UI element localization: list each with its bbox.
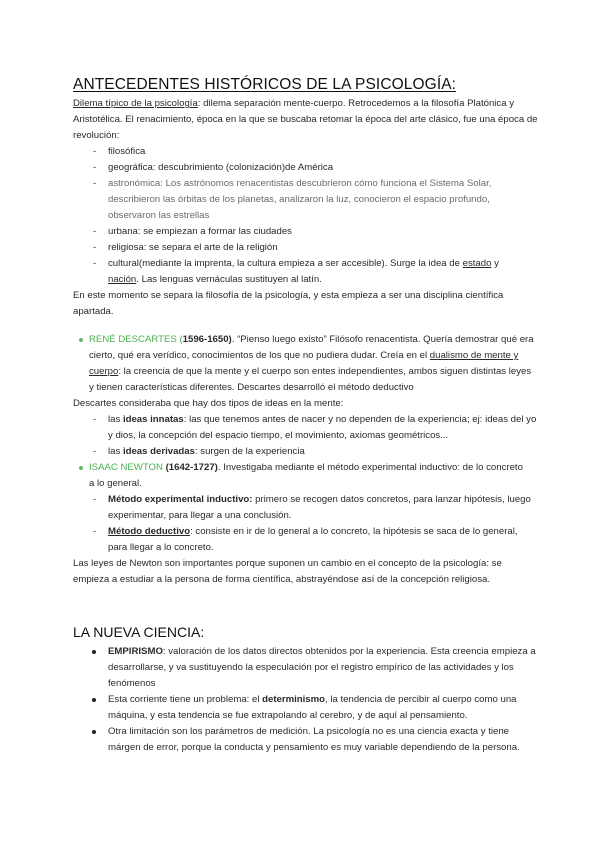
newton-name: ISAAC NEWTON xyxy=(89,462,166,473)
descartes-line-1 xyxy=(89,332,534,348)
list-dash: - xyxy=(93,446,97,457)
method-deductivo-label: Método deductivo xyxy=(108,526,191,537)
list-item: religiosa: se separa el arte de la religión xyxy=(108,242,278,253)
ideas-innatas-text: : las que tenemos antes de nacer y no dependen de la experiencia; ej: ideas del yo xyxy=(183,414,537,425)
laws-line-1: Las leyes de Newton son importantes porque suponen un cambio en el concepto de la psicología: se xyxy=(73,558,502,569)
empirismo-text: : valoración de los datos directos obtenidos por la experiencia. Esta creencia empieza a xyxy=(162,646,536,657)
newton-line-2: a lo general. xyxy=(89,478,142,489)
list-item-cont: describieron las órbitas de los planetas, analizaron la luz, conocieron el espacio profundo, xyxy=(108,194,490,205)
determinismo-label: determinismo xyxy=(262,694,326,705)
bullet-dot xyxy=(92,650,96,654)
descartes-line-4: y tienen características diferentes. Descartes desarrolló el método deductivo xyxy=(89,382,414,393)
descartes-text: . “Pienso luego existo” Filósofo renacentista. Quería demostrar qué era xyxy=(231,334,534,345)
method-deductivo xyxy=(108,524,518,540)
list-dash: - xyxy=(93,242,97,253)
ideas-pre: las xyxy=(108,446,123,457)
bullet-cont: máquina, y esta tendencia se fue extrapolando al cerebro, y de aquí al pensamiento. xyxy=(108,710,468,721)
descartes-years: 1596-1650) xyxy=(182,334,232,345)
bullet-dot xyxy=(92,698,96,702)
list-item-cultural xyxy=(108,256,499,272)
cuerpo-term: cuerpo xyxy=(89,366,119,377)
empirismo-label: EMPIRISMO xyxy=(108,646,163,657)
ideas-derivadas-label: ideas derivadas xyxy=(122,446,195,457)
list-dash: - xyxy=(93,162,97,173)
ideas-derivadas-text: : surgen de la experiencia xyxy=(194,446,305,457)
dilema-label: Dilema típico de la psicología xyxy=(73,98,198,109)
ideas-intro: Descartes consideraba que hay dos tipos de ideas en la mente: xyxy=(73,398,344,409)
dilema-text: : dilema separación mente-cuerpo. Retrocedemos a la filosofía Platónica y xyxy=(197,98,515,109)
descartes-text: : la creencia de que la mente y el cuerpo son entes independientes, ambos siguen distintas leyes xyxy=(118,366,532,377)
cultural-text-b: y xyxy=(491,258,499,269)
bullet-determinismo xyxy=(108,692,517,708)
method-inductivo xyxy=(108,492,531,508)
ideas-innatas-label: ideas innatas xyxy=(122,414,184,425)
list-dash: - xyxy=(93,178,97,189)
descartes-text: cierto, qué era verídico, conocimientos de los que no pudiera dudar. Creía en el xyxy=(89,350,430,361)
list-dash: - xyxy=(93,526,97,537)
method-deductivo-cont: para llegar a lo concreto. xyxy=(108,542,214,553)
determinismo-text: , la tendencia de percibir al cuerpo como una xyxy=(325,694,517,705)
intro-line-3: revolución: xyxy=(73,130,120,141)
ideas-pre: las xyxy=(108,414,123,425)
descartes-line-2 xyxy=(89,348,518,364)
list-item: geográfica: descubrimiento (colonización)de América xyxy=(108,162,334,173)
separation-line-1: En este momento se separa la filosofía de la psicología, y esta empieza a ser una disciplina científica xyxy=(73,290,504,301)
bullet-cont: desarrollarse, y va sustituyendo la especulación por el registro empírico de las actividades y los xyxy=(108,662,514,673)
dualismo-term: dualismo de mente y xyxy=(429,350,519,361)
method-inductivo-label: Método experimental inductivo: xyxy=(108,494,253,505)
nacion-word: nación xyxy=(108,274,137,285)
intro-line-2: Aristotélica. El renacimiento, época en la que se buscaba retomar la época del arte clásico, fue una época de xyxy=(73,114,538,125)
bullet-cont: márgen de error, porque la conducta y pensamiento es muy variable dependiendo de la persona. xyxy=(108,742,520,753)
determinismo-pre: Esta corriente tiene un problema: el xyxy=(108,694,263,705)
list-item-cont: observaron las estrellas xyxy=(108,210,210,221)
newton-text: . Investigaba mediante el método experimental inductivo: de lo concreto xyxy=(217,462,523,473)
list-dash: - xyxy=(93,258,97,269)
bullet-empirismo xyxy=(108,644,536,660)
bullet-medicion: Otra limitación son los parámetros de medición. La psicología no es una ciencia exacta y tiene xyxy=(108,726,510,737)
section-title: LA NUEVA CIENCIA: xyxy=(73,624,205,640)
ideas-innatas xyxy=(108,412,536,428)
descartes-line-3 xyxy=(89,364,531,380)
list-item: urbana: se empiezan a formar las ciudades xyxy=(108,226,292,237)
method-deductivo-text: : consiste en ir de lo general a lo concreto, la hipótesis se saca de lo general, xyxy=(190,526,518,537)
newton-years: (1642-1727) xyxy=(165,462,218,473)
list-item: filosófica xyxy=(108,146,146,157)
bullet-dot xyxy=(79,466,83,470)
intro-line-1 xyxy=(73,96,514,112)
newton-line-1 xyxy=(89,460,523,476)
ideas-derivadas xyxy=(108,444,305,460)
separation-line-2: apartada. xyxy=(73,306,114,317)
descartes-name: RENÉ DESCARTES ( xyxy=(89,334,183,345)
list-item: astronómica: Los astrónomos renacentistas descubrieron cómo funciona el Sistema Solar, xyxy=(108,178,492,189)
method-inductivo-cont: experimentar, para llegar a una conclusión. xyxy=(108,510,292,521)
list-item-cont xyxy=(108,272,322,288)
bullet-dot xyxy=(79,338,83,342)
list-dash: - xyxy=(93,226,97,237)
bullet-dot xyxy=(92,730,96,734)
cultural-text: cultural(mediante la imprenta, la cultura empieza a ser accesible). Surge la idea de xyxy=(108,258,463,269)
list-dash: - xyxy=(93,414,97,425)
cultural-text-c: . Las lenguas vernáculas sustituyen al latín. xyxy=(136,274,322,285)
estado-word: estado xyxy=(462,258,492,269)
laws-line-2: empieza a estudiar a la persona de forma científica, abstrayéndose así de la concepción religiosa. xyxy=(73,574,491,585)
page-title: ANTECEDENTES HISTÓRICOS DE LA PSICOLOGÍA: xyxy=(73,76,457,93)
ideas-innatas-cont: y dios, la concepción del espacio tiempo, el movimiento, axiomas geométricos... xyxy=(108,430,449,441)
list-dash: - xyxy=(93,146,97,157)
bullet-cont: fenómenos xyxy=(108,678,156,689)
method-inductivo-text: primero se recogen datos concretos, para lanzar hipótesis, luego xyxy=(252,494,531,505)
list-dash: - xyxy=(93,494,97,505)
